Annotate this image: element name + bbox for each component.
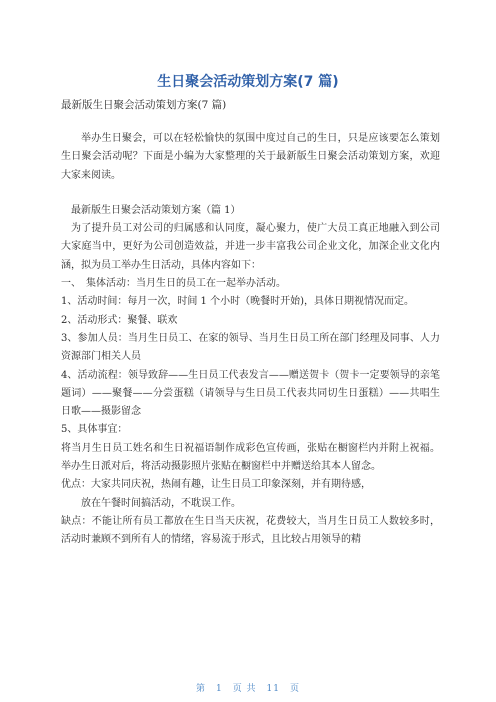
paragraph: 2、活动形式：聚餐、联欢 [61, 314, 178, 326]
paragraph: 为了提升员工对公司的归属感和认同度，凝心聚力，使广大员工真正地融入到公司大家庭当中，更好为公司创造效益，并进一步丰富我公司企业文化，加深企业文化内涵，拟为员工举办生日活动，具体内容如下： [61, 223, 440, 271]
paragraph: 1、活动时间：每月一次，时间 1 个小时（晚餐时开始)，具体日期视情况而定。 [61, 296, 414, 308]
paragraph: 一、 集体活动：当月生日的员工在一起举办活动。 [61, 278, 286, 290]
document-title: 生日聚会活动策划方案(7 篇) [157, 74, 339, 90]
paragraph: 将当月生日员工姓名和生日祝福语制作成彩色宣传画，张贴在橱窗栏内并附上祝福。举办生日派对后，将活动摄影照片张贴在橱窗栏中并赠送给其本人留念。 [61, 442, 440, 473]
paragraph: 缺点：不能让所有员工都放在生日当天庆祝，花费较大，当月生日员工人数较多时，活动时兼顾不到所有人的情绪，容易流于形式，且比较占用领导的精 [61, 515, 440, 546]
intro-paragraph: 举办生日聚会，可以在轻松愉快的氛围中度过自己的生日，只是应该要怎么策划生日聚会活动呢？下面是小编为大家整理的关于最新版生日聚会活动策划方案，欢迎大家来阅读。 [61, 133, 440, 181]
paragraph: 5、具体事宜： [61, 424, 128, 436]
paragraph: 3、参加人员：当月生日员工、在家的领导、当月生日员工所在部门经理及同事、人力资源部门相关人员 [61, 332, 440, 363]
document-subtitle: 最新版生日聚会活动策划方案(7 篇) [61, 99, 227, 111]
section-heading: 最新版生日聚会活动策划方案（篇 1） [71, 204, 241, 216]
paragraph: 优点：大家共同庆祝，热闹有趣，让生日员工印象深刻，并有期待感， [61, 479, 371, 491]
paragraph: 4、活动流程：领导致辞——生日员工代表发言——赠送贺卡（贺卡一定要领导的亲笔题词）——聚餐——分尝蛋糕（请领导与生日员工代表共同切生日蛋糕）——共唱生日歌——摄影留念 [61, 369, 440, 418]
paragraph: 放在午餐时间搞活动，不耽误工作。 [81, 497, 241, 509]
document-body [61, 130, 440, 550]
page-footer: 第 1 页 共 11 页 [195, 684, 301, 694]
